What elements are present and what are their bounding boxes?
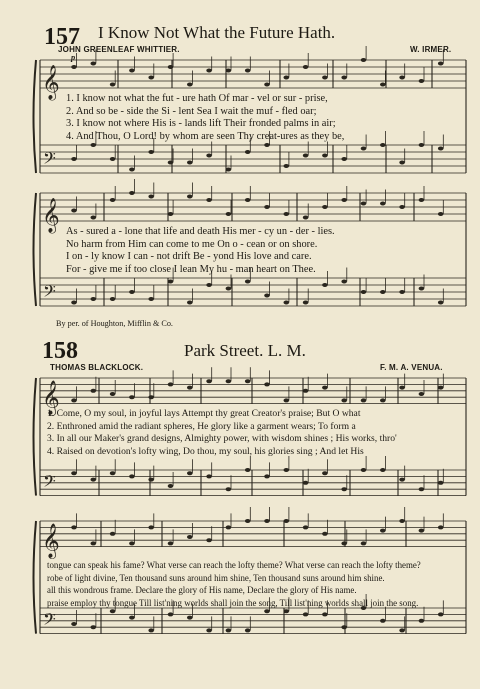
note-head <box>341 541 347 545</box>
note-head <box>71 525 77 529</box>
note-head <box>206 283 212 287</box>
note-head <box>380 290 386 294</box>
note-head <box>284 301 290 305</box>
note-head <box>380 619 386 623</box>
note-head <box>380 398 386 402</box>
note-head <box>284 519 290 523</box>
bass-clef-icon: 𝄢 <box>43 281 56 305</box>
note-head <box>399 386 405 390</box>
note-head <box>110 471 116 475</box>
note-head <box>110 532 116 536</box>
note-head <box>71 301 77 305</box>
note-head <box>322 76 328 80</box>
note-head <box>226 379 232 383</box>
note-head <box>168 484 174 488</box>
note-head <box>322 386 328 390</box>
note-head <box>303 389 309 393</box>
note-head <box>245 150 251 154</box>
note-head <box>303 525 309 529</box>
note-head <box>148 525 154 529</box>
system-brace <box>34 193 37 306</box>
note-head <box>187 386 193 390</box>
note-head <box>380 83 386 87</box>
note-head <box>129 290 135 294</box>
note-head <box>438 301 444 305</box>
note-head <box>129 69 135 73</box>
note-head <box>264 382 270 386</box>
note-head <box>71 65 77 69</box>
note-head <box>264 143 270 147</box>
hymn-158-title: Park Street. L. M. <box>184 341 306 360</box>
note-head <box>264 609 270 613</box>
note-head <box>322 154 328 158</box>
verse-line: 4. Raised on devotion's lofty wing, Do thou, my soul, his glories sing ; And let His <box>47 445 364 457</box>
note-head <box>419 287 425 291</box>
note-head <box>226 212 232 216</box>
note-head <box>226 287 232 291</box>
note-head <box>264 474 270 478</box>
hymn-158-author: THOMAS BLACKLOCK. <box>50 363 144 372</box>
note-head <box>341 487 347 491</box>
note-head <box>419 79 425 83</box>
note-head <box>284 212 290 216</box>
note-head <box>264 205 270 209</box>
note-head <box>226 487 232 491</box>
note-head <box>187 195 193 199</box>
note-head <box>361 58 367 62</box>
note-head <box>438 62 444 66</box>
verse-line: 3. In all our Maker's grand designs, Almighty power, with wisdom shines ; His works, thro' <box>47 433 397 445</box>
note-head <box>187 616 193 620</box>
note-head <box>91 625 97 629</box>
hymn-157-composer: W. IRMER. <box>410 45 452 54</box>
note-head <box>206 69 212 73</box>
note-head <box>341 625 347 629</box>
note-head <box>322 612 328 616</box>
note-head <box>110 392 116 396</box>
system-brace <box>34 60 37 173</box>
note-head <box>380 143 386 147</box>
note-head <box>284 398 290 402</box>
note-head <box>206 198 212 202</box>
hymn-157-number: 157 <box>44 24 80 50</box>
verse-line: No harm from Him can come to me On o - cean or on shore. <box>66 238 318 250</box>
note-head <box>168 212 174 216</box>
note-head <box>206 379 212 383</box>
note-head <box>341 76 347 80</box>
note-head <box>71 209 77 213</box>
note-head <box>419 487 425 491</box>
note-head <box>110 83 116 87</box>
note-head <box>399 290 405 294</box>
treble-clef-icon: 𝄞 <box>42 198 60 233</box>
note-head <box>303 481 309 485</box>
note-head <box>187 535 193 539</box>
note-head <box>284 609 290 613</box>
note-head <box>303 612 309 616</box>
verse-line: 2. Enthroned amid the radiant spheres, He glory like a garment wears; To form a <box>47 420 356 432</box>
note-head <box>91 389 97 393</box>
hymn-158-verses-b <box>47 559 421 609</box>
note-head <box>361 202 367 206</box>
note-head <box>148 628 154 632</box>
note-head <box>264 294 270 298</box>
note-head <box>148 195 154 199</box>
bass-clef-icon: 𝄢 <box>43 148 56 172</box>
note-head <box>399 161 405 165</box>
note-head <box>148 150 154 154</box>
note-head <box>168 541 174 545</box>
note-head <box>206 538 212 542</box>
note-head <box>361 468 367 472</box>
note-head <box>438 525 444 529</box>
note-head <box>380 468 386 472</box>
note-head <box>303 65 309 69</box>
verse-line: 4. And Thou, O Lord! by whom are seen Thy creat-ures as they be, <box>66 130 345 142</box>
treble-clef-icon: 𝄞 <box>42 65 60 100</box>
dynamic-marking: p <box>71 53 76 62</box>
note-head <box>419 619 425 623</box>
hymn-157-verses-a <box>66 93 344 143</box>
note-head <box>322 283 328 287</box>
note-head <box>341 398 347 402</box>
note-head <box>438 147 444 151</box>
note-head <box>148 297 154 301</box>
system-brace <box>34 521 37 634</box>
note-head <box>129 168 135 172</box>
note-head <box>399 478 405 482</box>
note-head <box>110 157 116 161</box>
note-head <box>110 198 116 202</box>
note-head <box>71 157 77 161</box>
note-head <box>110 609 116 613</box>
note-head <box>284 468 290 472</box>
note-head <box>264 519 270 523</box>
note-head <box>206 154 212 158</box>
note-head <box>322 471 328 475</box>
note-head <box>399 628 405 632</box>
note-head <box>168 612 174 616</box>
note-head <box>129 616 135 620</box>
note-head <box>187 83 193 87</box>
note-head <box>245 519 251 523</box>
note-head <box>148 478 154 482</box>
note-head <box>284 76 290 80</box>
verse-line: For - give me if too close I lean My hu - man heart on Thee. <box>66 263 316 275</box>
note-head <box>71 398 77 402</box>
note-head <box>168 65 174 69</box>
permission-note: By per. of Houghton, Mifflin & Co. <box>56 319 173 328</box>
note-head <box>245 628 251 632</box>
note-head <box>71 471 77 475</box>
note-head <box>226 628 232 632</box>
bass-clef-icon: 𝄢 <box>43 471 56 496</box>
note-head <box>129 541 135 545</box>
note-head <box>361 290 367 294</box>
note-head <box>226 69 232 73</box>
note-head <box>245 69 251 73</box>
note-head <box>91 143 97 147</box>
note-head <box>399 76 405 80</box>
verse-line: I on - ly know I can - not drift Be - yond His love and care. <box>66 251 312 263</box>
note-head <box>361 398 367 402</box>
note-head <box>264 83 270 87</box>
treble-clef-icon: 𝄞 <box>42 523 60 559</box>
verse-line: As - sured a - lone that life and death His mer - cy un - der - lies. <box>66 226 335 237</box>
note-head <box>322 532 328 536</box>
note-head <box>438 612 444 616</box>
note-head <box>187 471 193 475</box>
verse-line: praise employ thy tongue Till list'ning worlds shall join the song, Till list'ning worlds shall join the song. <box>47 597 419 608</box>
note-head <box>91 297 97 301</box>
note-head <box>91 478 97 482</box>
note-head <box>245 280 251 284</box>
note-head <box>245 468 251 472</box>
note-head <box>91 216 97 220</box>
note-head <box>322 205 328 209</box>
hymn-157-verses-b <box>66 226 335 276</box>
verse-line: robe of light divine, Ten thousand suns around him shine, Ten thousand suns around him shine. <box>47 572 385 583</box>
note-head <box>361 541 367 545</box>
hymn-158-verses-a <box>47 408 397 458</box>
note-head <box>91 541 97 545</box>
note-head <box>303 216 309 220</box>
verse-line: 2. And so be - side the Si - lent Sea I wait the muf - fled oar; <box>66 105 317 117</box>
note-head <box>91 62 97 66</box>
note-head <box>341 280 347 284</box>
note-head <box>284 164 290 168</box>
note-head <box>303 301 309 305</box>
note-head <box>399 205 405 209</box>
note-head <box>341 157 347 161</box>
note-head <box>245 379 251 383</box>
note-head <box>148 76 154 80</box>
note-head <box>129 395 135 399</box>
note-head <box>129 474 135 478</box>
hymn-158-number: 158 <box>42 338 78 364</box>
note-head <box>419 392 425 396</box>
note-head <box>206 474 212 478</box>
note-head <box>168 382 174 386</box>
note-head <box>148 395 154 399</box>
note-head <box>438 386 444 390</box>
verse-line: 1. I know not what the fut - ure hath Of mar - vel or sur - prise, <box>66 93 328 104</box>
system-brace <box>34 378 37 496</box>
bass-clef-icon: 𝄢 <box>43 609 56 634</box>
note-head <box>438 481 444 485</box>
note-head <box>303 154 309 158</box>
note-head <box>341 198 347 202</box>
note-head <box>129 191 135 195</box>
note-head <box>399 519 405 523</box>
note-head <box>187 301 193 305</box>
note-head <box>245 198 251 202</box>
note-head <box>226 525 232 529</box>
treble-clef-icon: 𝄞 <box>42 380 60 416</box>
verse-line: tongue can speak his fame? What verse can reach the lofty theme? What verse can reach the lofty theme? <box>47 560 421 570</box>
note-head <box>110 297 116 301</box>
verse-line: 1. Come, O my soul, in joyful lays Attempt thy great Creator's praise; But O what <box>47 408 361 419</box>
note-head <box>380 202 386 206</box>
note-head <box>419 143 425 147</box>
note-head <box>380 529 386 533</box>
hymn-157-title: I Know Not What the Future Hath. <box>98 23 336 42</box>
note-head <box>226 168 232 172</box>
note-head <box>361 147 367 151</box>
verse-line: 3. I know not where His is - lands lift Their fronded palms in air; <box>66 118 336 130</box>
note-head <box>168 161 174 165</box>
hymn-158-composer: F. M. A. VENUA. <box>380 363 443 372</box>
note-head <box>71 622 77 626</box>
note-head <box>438 212 444 216</box>
verse-line: all this wondrous frame. Declare the glory of His name, Declare the glory of His name. <box>47 585 357 596</box>
note-head <box>419 198 425 202</box>
note-head <box>168 280 174 284</box>
note-head <box>187 161 193 165</box>
note-head <box>206 628 212 632</box>
note-head <box>419 529 425 533</box>
hymn-157-author: JOHN GREENLEAF WHITTIER. <box>58 45 180 54</box>
